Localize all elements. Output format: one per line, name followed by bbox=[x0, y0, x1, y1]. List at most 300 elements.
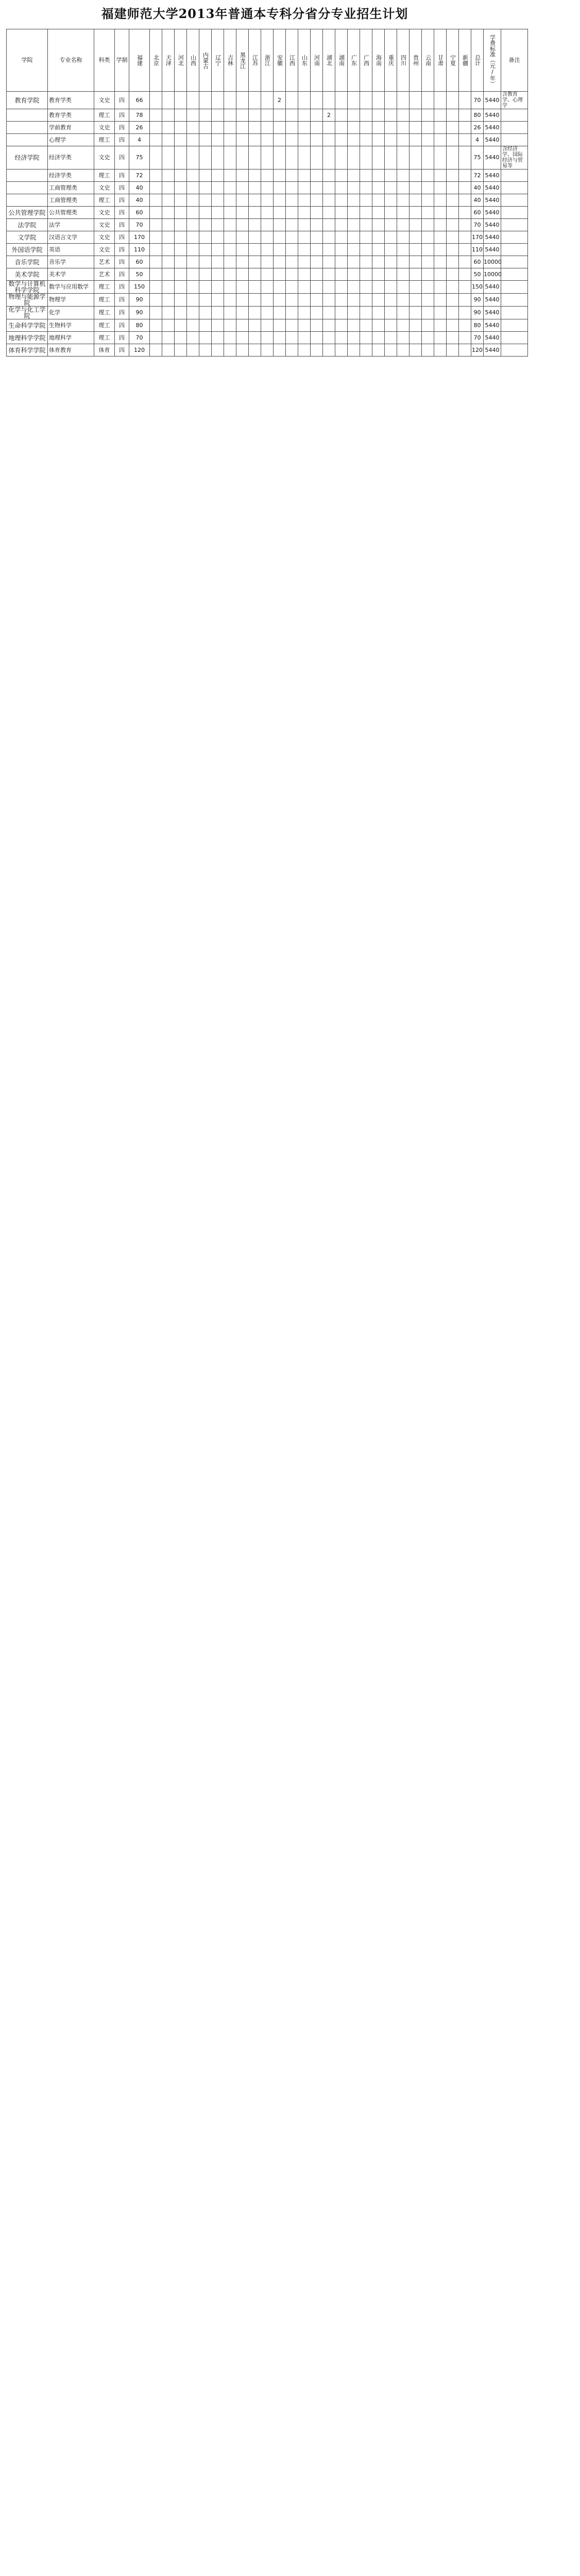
table-cell: 60 bbox=[471, 256, 484, 268]
table-cell: 5440 bbox=[484, 194, 501, 207]
table-cell bbox=[162, 244, 175, 256]
table-cell bbox=[410, 134, 422, 146]
table-cell bbox=[199, 294, 212, 307]
table-cell bbox=[199, 182, 212, 194]
table-cell bbox=[410, 281, 422, 294]
table-cell bbox=[385, 122, 397, 134]
table-row bbox=[7, 268, 580, 281]
table-cell bbox=[224, 194, 236, 207]
table-cell bbox=[286, 122, 298, 134]
table-cell: 四 bbox=[115, 194, 129, 207]
table-cell bbox=[286, 281, 298, 294]
table-cell bbox=[224, 244, 236, 256]
table-cell bbox=[298, 268, 311, 281]
table-cell bbox=[335, 182, 348, 194]
column-header: 北京 bbox=[150, 29, 162, 92]
column-header: 安徽 bbox=[274, 29, 286, 92]
table-cell bbox=[249, 109, 261, 122]
table-cell bbox=[175, 294, 187, 307]
table-cell: 理工 bbox=[94, 170, 115, 182]
column-header: 学费标准（元/年） bbox=[484, 29, 501, 92]
table-cell: 50 bbox=[129, 268, 150, 281]
table-cell bbox=[385, 194, 397, 207]
table-cell bbox=[187, 92, 199, 109]
table-cell: 四 bbox=[115, 307, 129, 319]
table-cell: 5440 bbox=[484, 332, 501, 344]
table-cell bbox=[422, 256, 434, 268]
table-cell bbox=[323, 281, 335, 294]
table-cell bbox=[150, 146, 162, 170]
table-cell: 10000 bbox=[484, 268, 501, 281]
table-cell bbox=[261, 307, 274, 319]
table-cell bbox=[434, 319, 447, 332]
table-cell bbox=[286, 231, 298, 244]
table-cell: 110 bbox=[471, 244, 484, 256]
table-cell bbox=[187, 332, 199, 344]
table-cell bbox=[385, 344, 397, 357]
major-cell: 工商管理类 bbox=[48, 182, 94, 194]
table-cell bbox=[410, 170, 422, 182]
table-cell: 理工 bbox=[94, 109, 115, 122]
table-cell bbox=[187, 182, 199, 194]
table-cell bbox=[298, 194, 311, 207]
table-cell bbox=[261, 231, 274, 244]
column-header: 学院 bbox=[7, 29, 48, 92]
table-cell bbox=[187, 268, 199, 281]
table-cell bbox=[212, 109, 224, 122]
remark-cell bbox=[501, 256, 528, 268]
table-cell bbox=[434, 268, 447, 281]
major-cell: 经济学类 bbox=[48, 146, 94, 170]
table-cell bbox=[397, 182, 410, 194]
table-cell: 120 bbox=[471, 344, 484, 357]
table-cell bbox=[397, 319, 410, 332]
table-cell: 理工 bbox=[94, 319, 115, 332]
remark-cell bbox=[501, 170, 528, 182]
table-cell: 72 bbox=[471, 170, 484, 182]
column-header: 科类 bbox=[94, 29, 115, 92]
table-cell bbox=[236, 244, 249, 256]
table-cell: 文史 bbox=[94, 92, 115, 109]
table-cell bbox=[360, 332, 372, 344]
table-cell bbox=[422, 268, 434, 281]
table-cell bbox=[150, 294, 162, 307]
major-cell: 法学 bbox=[48, 219, 94, 231]
table-cell bbox=[348, 134, 360, 146]
table-cell: 四 bbox=[115, 170, 129, 182]
table-cell bbox=[199, 319, 212, 332]
table-cell bbox=[311, 332, 323, 344]
table-cell bbox=[385, 294, 397, 307]
table-cell: 5440 bbox=[484, 307, 501, 319]
table-cell: 四 bbox=[115, 109, 129, 122]
table-cell bbox=[261, 268, 274, 281]
table-cell: 四 bbox=[115, 219, 129, 231]
table-cell: 四 bbox=[115, 332, 129, 344]
table-cell bbox=[224, 332, 236, 344]
table-cell bbox=[224, 319, 236, 332]
table-cell bbox=[410, 294, 422, 307]
table-cell bbox=[150, 170, 162, 182]
table-cell bbox=[249, 170, 261, 182]
table-cell bbox=[397, 294, 410, 307]
table-cell bbox=[199, 194, 212, 207]
table-row bbox=[7, 307, 580, 319]
table-cell bbox=[348, 92, 360, 109]
table-cell bbox=[236, 219, 249, 231]
table-cell bbox=[212, 244, 224, 256]
table-cell bbox=[175, 134, 187, 146]
table-cell: 文史 bbox=[94, 146, 115, 170]
table-cell bbox=[385, 268, 397, 281]
table-cell: 40 bbox=[129, 182, 150, 194]
table-cell bbox=[162, 207, 175, 219]
table-cell bbox=[261, 332, 274, 344]
table-cell bbox=[397, 256, 410, 268]
major-cell: 生物科学 bbox=[48, 319, 94, 332]
table-cell bbox=[286, 244, 298, 256]
table-cell bbox=[360, 256, 372, 268]
table-cell bbox=[261, 219, 274, 231]
table-cell bbox=[175, 194, 187, 207]
table-cell bbox=[335, 281, 348, 294]
table-row bbox=[7, 219, 580, 231]
table-cell bbox=[199, 92, 212, 109]
table-cell bbox=[298, 219, 311, 231]
table-cell: 150 bbox=[129, 281, 150, 294]
table-cell bbox=[274, 332, 286, 344]
table-cell bbox=[459, 307, 471, 319]
table-cell bbox=[298, 146, 311, 170]
table-cell bbox=[212, 134, 224, 146]
remark-cell: 含经济学、国际经济与贸易等 bbox=[501, 146, 528, 170]
table-cell bbox=[286, 170, 298, 182]
table-cell bbox=[459, 319, 471, 332]
table-cell bbox=[274, 307, 286, 319]
table-cell bbox=[434, 219, 447, 231]
table-cell bbox=[224, 219, 236, 231]
table-cell bbox=[150, 244, 162, 256]
table-cell bbox=[385, 109, 397, 122]
table-cell: 体育 bbox=[94, 344, 115, 357]
table-cell bbox=[162, 281, 175, 294]
table-cell: 四 bbox=[115, 207, 129, 219]
table-cell bbox=[249, 307, 261, 319]
table-cell bbox=[175, 268, 187, 281]
header-row bbox=[7, 29, 580, 92]
table-cell bbox=[175, 170, 187, 182]
table-cell bbox=[360, 294, 372, 307]
column-header: 宁夏 bbox=[447, 29, 459, 92]
table-cell bbox=[422, 194, 434, 207]
table-cell bbox=[385, 332, 397, 344]
table-cell bbox=[274, 281, 286, 294]
table-cell bbox=[422, 109, 434, 122]
table-cell bbox=[236, 256, 249, 268]
table-cell bbox=[459, 182, 471, 194]
table-cell: 理工 bbox=[94, 281, 115, 294]
column-header: 河南 bbox=[311, 29, 323, 92]
table-cell bbox=[360, 146, 372, 170]
table-cell bbox=[236, 170, 249, 182]
college-cell: 地理科学学院 bbox=[7, 332, 48, 344]
table-cell bbox=[385, 170, 397, 182]
table-cell bbox=[447, 170, 459, 182]
table-cell bbox=[385, 207, 397, 219]
table-cell: 60 bbox=[129, 207, 150, 219]
table-cell bbox=[434, 182, 447, 194]
table-cell bbox=[410, 256, 422, 268]
table-cell bbox=[311, 194, 323, 207]
table-cell bbox=[459, 122, 471, 134]
table-cell bbox=[224, 182, 236, 194]
table-cell bbox=[274, 268, 286, 281]
table-cell bbox=[150, 92, 162, 109]
table-cell bbox=[397, 122, 410, 134]
table-cell bbox=[199, 219, 212, 231]
table-row bbox=[7, 244, 580, 256]
table-cell bbox=[311, 219, 323, 231]
table-cell: 四 bbox=[115, 92, 129, 109]
table-cell bbox=[434, 256, 447, 268]
table-cell bbox=[162, 256, 175, 268]
table-cell bbox=[410, 268, 422, 281]
college-cell: 法学院 bbox=[7, 219, 48, 231]
table-cell bbox=[261, 319, 274, 332]
table-cell bbox=[298, 207, 311, 219]
table-cell bbox=[249, 194, 261, 207]
remark-cell bbox=[501, 194, 528, 207]
table-cell bbox=[212, 219, 224, 231]
table-cell bbox=[360, 109, 372, 122]
table-cell bbox=[372, 109, 385, 122]
table-cell bbox=[187, 344, 199, 357]
table-cell: 4 bbox=[471, 134, 484, 146]
table-cell bbox=[459, 256, 471, 268]
table-cell bbox=[410, 332, 422, 344]
table-cell bbox=[323, 294, 335, 307]
table-cell bbox=[187, 319, 199, 332]
table-cell bbox=[323, 134, 335, 146]
table-cell: 理工 bbox=[94, 194, 115, 207]
table-cell bbox=[298, 182, 311, 194]
table-cell bbox=[187, 219, 199, 231]
table-cell bbox=[323, 244, 335, 256]
table-cell: 80 bbox=[129, 319, 150, 332]
table-cell bbox=[422, 307, 434, 319]
table-cell bbox=[162, 319, 175, 332]
table-cell bbox=[447, 319, 459, 332]
table-cell bbox=[385, 219, 397, 231]
table-cell bbox=[422, 170, 434, 182]
table-cell bbox=[224, 281, 236, 294]
table-cell: 150 bbox=[471, 281, 484, 294]
table-row bbox=[7, 182, 580, 194]
table-cell bbox=[298, 256, 311, 268]
table-cell bbox=[298, 134, 311, 146]
table-cell bbox=[187, 256, 199, 268]
major-cell: 物理学 bbox=[48, 294, 94, 307]
major-cell: 地理科学 bbox=[48, 332, 94, 344]
table-cell bbox=[447, 344, 459, 357]
table-cell bbox=[422, 231, 434, 244]
table-cell bbox=[212, 146, 224, 170]
table-row bbox=[7, 170, 580, 182]
table-cell bbox=[447, 332, 459, 344]
table-cell: 四 bbox=[115, 134, 129, 146]
table-cell bbox=[348, 256, 360, 268]
table-cell bbox=[261, 182, 274, 194]
table-cell bbox=[212, 281, 224, 294]
table-cell: 2 bbox=[323, 109, 335, 122]
column-header: 内蒙古 bbox=[199, 29, 212, 92]
table-cell bbox=[385, 281, 397, 294]
remark-cell bbox=[501, 281, 528, 294]
enrollment-plan-table-container bbox=[6, 29, 523, 2576]
table-cell bbox=[261, 92, 274, 109]
table-cell bbox=[410, 182, 422, 194]
table-cell bbox=[447, 244, 459, 256]
table-cell bbox=[335, 219, 348, 231]
table-cell bbox=[385, 146, 397, 170]
table-cell bbox=[459, 281, 471, 294]
table-cell bbox=[434, 332, 447, 344]
table-cell: 4 bbox=[129, 134, 150, 146]
table-cell bbox=[447, 92, 459, 109]
table-cell bbox=[187, 109, 199, 122]
table-cell bbox=[335, 109, 348, 122]
table-cell bbox=[150, 219, 162, 231]
table-cell: 四 bbox=[115, 319, 129, 332]
table-cell bbox=[422, 219, 434, 231]
table-cell bbox=[187, 194, 199, 207]
table-cell bbox=[212, 182, 224, 194]
table-cell bbox=[249, 182, 261, 194]
table-cell bbox=[286, 319, 298, 332]
table-cell bbox=[236, 281, 249, 294]
table-cell: 5440 bbox=[484, 231, 501, 244]
table-cell bbox=[249, 122, 261, 134]
table-cell: 75 bbox=[471, 146, 484, 170]
column-header: 云南 bbox=[422, 29, 434, 92]
table-cell bbox=[397, 170, 410, 182]
table-cell bbox=[434, 281, 447, 294]
major-cell: 数学与应用数学 bbox=[48, 281, 94, 294]
table-cell bbox=[236, 109, 249, 122]
college-cell: 生命科学学院 bbox=[7, 319, 48, 332]
column-header: 新疆 bbox=[459, 29, 471, 92]
table-cell: 120 bbox=[129, 344, 150, 357]
table-cell bbox=[323, 268, 335, 281]
college-cell bbox=[7, 109, 48, 122]
table-cell bbox=[150, 332, 162, 344]
table-cell bbox=[335, 170, 348, 182]
table-cell: 40 bbox=[471, 194, 484, 207]
table-cell bbox=[150, 122, 162, 134]
table-cell: 艺术 bbox=[94, 256, 115, 268]
table-cell bbox=[236, 182, 249, 194]
table-cell bbox=[298, 307, 311, 319]
table-cell bbox=[459, 92, 471, 109]
table-cell bbox=[261, 256, 274, 268]
table-cell: 110 bbox=[129, 244, 150, 256]
table-cell: 90 bbox=[471, 307, 484, 319]
table-cell: 90 bbox=[471, 294, 484, 307]
table-cell bbox=[199, 207, 212, 219]
table-cell bbox=[298, 319, 311, 332]
remark-cell bbox=[501, 182, 528, 194]
table-cell bbox=[323, 256, 335, 268]
table-cell: 四 bbox=[115, 281, 129, 294]
table-cell bbox=[348, 146, 360, 170]
table-cell bbox=[397, 307, 410, 319]
table-cell bbox=[162, 170, 175, 182]
table-cell bbox=[150, 344, 162, 357]
major-cell: 心理学 bbox=[48, 134, 94, 146]
table-cell bbox=[323, 170, 335, 182]
column-header: 学制 bbox=[115, 29, 129, 92]
table-cell bbox=[372, 122, 385, 134]
table-cell bbox=[434, 294, 447, 307]
table-cell: 文史 bbox=[94, 219, 115, 231]
table-cell bbox=[286, 207, 298, 219]
table-cell bbox=[249, 332, 261, 344]
table-cell bbox=[348, 307, 360, 319]
table-cell bbox=[298, 344, 311, 357]
table-cell bbox=[175, 92, 187, 109]
table-cell bbox=[335, 122, 348, 134]
major-cell: 教育学类 bbox=[48, 109, 94, 122]
column-header: 江西 bbox=[286, 29, 298, 92]
table-cell bbox=[447, 207, 459, 219]
table-cell bbox=[311, 182, 323, 194]
table-cell bbox=[434, 92, 447, 109]
table-cell: 5440 bbox=[484, 344, 501, 357]
table-cell: 四 bbox=[115, 122, 129, 134]
table-cell: 26 bbox=[471, 122, 484, 134]
table-cell bbox=[447, 268, 459, 281]
table-cell bbox=[249, 256, 261, 268]
table-cell: 理工 bbox=[94, 134, 115, 146]
major-cell: 汉语言文学 bbox=[48, 231, 94, 244]
column-header: 天津 bbox=[162, 29, 175, 92]
table-cell bbox=[274, 194, 286, 207]
table-cell bbox=[236, 319, 249, 332]
table-cell bbox=[261, 109, 274, 122]
table-cell bbox=[175, 182, 187, 194]
table-cell bbox=[224, 134, 236, 146]
table-cell bbox=[311, 319, 323, 332]
table-cell bbox=[212, 344, 224, 357]
table-cell: 170 bbox=[471, 231, 484, 244]
table-cell bbox=[175, 307, 187, 319]
table-cell bbox=[311, 231, 323, 244]
table-cell bbox=[422, 344, 434, 357]
table-cell bbox=[311, 344, 323, 357]
table-cell bbox=[224, 344, 236, 357]
table-cell: 40 bbox=[471, 182, 484, 194]
table-cell bbox=[410, 122, 422, 134]
table-cell bbox=[274, 109, 286, 122]
table-cell bbox=[459, 268, 471, 281]
major-cell: 英语 bbox=[48, 244, 94, 256]
table-cell bbox=[397, 92, 410, 109]
table-cell bbox=[298, 332, 311, 344]
remark-cell bbox=[501, 307, 528, 319]
table-cell bbox=[274, 344, 286, 357]
table-cell bbox=[348, 344, 360, 357]
table-cell bbox=[261, 344, 274, 357]
